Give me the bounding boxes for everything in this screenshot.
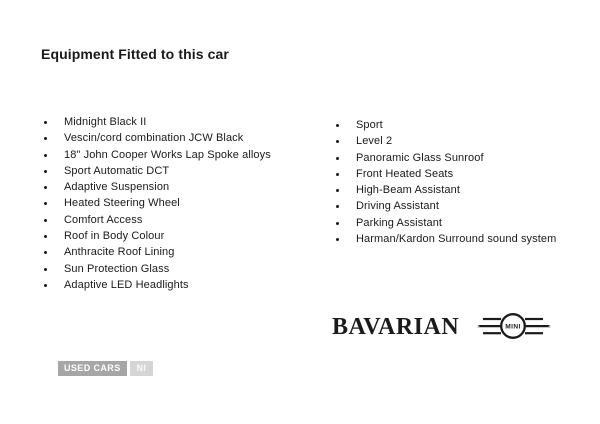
- equipment-item: [333, 215, 583, 231]
- equipment-item: [41, 212, 311, 228]
- bullet-icon: [44, 284, 47, 287]
- equipment-item: [333, 231, 583, 247]
- bullet-icon: [44, 202, 47, 205]
- equipment-item: [41, 244, 311, 260]
- equipment-item-label: Sport: [356, 119, 383, 131]
- mini-logo-text: MINI: [505, 323, 521, 331]
- equipment-item-label: Harman/Kardon Surround sound system: [356, 233, 557, 246]
- equipment-item: [41, 130, 311, 146]
- ni-badge: NI: [130, 361, 154, 376]
- equipment-item-label: Level 2: [356, 135, 393, 148]
- equipment-item-label: Sun Protection Glass: [64, 262, 170, 275]
- bullet-icon: [336, 222, 339, 225]
- footer-badges: [58, 361, 153, 376]
- bullet-icon: [336, 205, 339, 208]
- equipment-item-label: Midnight Black II: [64, 116, 147, 128]
- bullet-icon: [336, 124, 339, 127]
- equipment-item: [333, 133, 583, 149]
- mini-wings-logo-icon: [475, 302, 553, 352]
- equipment-item: [333, 117, 583, 133]
- equipment-item: [41, 195, 311, 211]
- bullet-icon: [44, 170, 47, 173]
- bullet-icon: [44, 186, 47, 189]
- bullet-icon: [44, 121, 47, 124]
- dealer-name-logo: BAVARIAN: [332, 314, 460, 340]
- page-title: Equipment Fitted to this car: [41, 46, 229, 62]
- equipment-item-label: Vescin/cord combination JCW Black: [64, 132, 244, 145]
- bullet-icon: [336, 238, 339, 241]
- equipment-item: [41, 163, 311, 179]
- used-cars-badge: USED CARS: [58, 361, 127, 376]
- equipment-item: [41, 261, 311, 277]
- equipment-item: [41, 179, 311, 195]
- equipment-item: [41, 114, 311, 130]
- bullet-icon: [44, 219, 47, 222]
- bullet-icon: [44, 154, 47, 157]
- equipment-item-label: High-Beam Assistant: [356, 184, 460, 197]
- equipment-item: [333, 166, 583, 182]
- equipment-item: [333, 198, 583, 214]
- equipment-list-right: [333, 117, 583, 247]
- bullet-icon: [44, 268, 47, 271]
- equipment-item-label: Anthracite Roof Lining: [64, 246, 175, 259]
- equipment-item: [333, 182, 583, 198]
- bullet-icon: [336, 140, 339, 143]
- equipment-item-label: Sport Automatic DCT: [64, 164, 170, 177]
- bullet-icon: [336, 189, 339, 192]
- equipment-item: [41, 228, 311, 244]
- equipment-list-left: [41, 114, 311, 293]
- equipment-item-label: Parking Assistant: [356, 216, 443, 229]
- equipment-item-label: Adaptive Suspension: [64, 181, 170, 194]
- bullet-icon: [336, 157, 339, 160]
- equipment-item-label: Front Heated Seats: [356, 167, 454, 180]
- equipment-item-label: Driving Assistant: [356, 200, 440, 213]
- equipment-item-label: Adaptive LED Headlights: [64, 278, 189, 291]
- bullet-icon: [44, 137, 47, 140]
- bullet-icon: [336, 173, 339, 176]
- equipment-item: [333, 150, 583, 166]
- bullet-icon: [44, 251, 47, 254]
- equipment-item-label: Panoramic Glass Sunroof: [356, 151, 484, 164]
- bullet-icon: [44, 235, 47, 238]
- equipment-item-label: Roof in Body Colour: [64, 230, 165, 243]
- equipment-item: [41, 147, 311, 163]
- equipment-item-label: Heated Steering Wheel: [64, 197, 180, 210]
- equipment-item: [41, 277, 311, 293]
- equipment-item-label: Comfort Access: [64, 213, 143, 226]
- dealer-branding: [332, 302, 554, 352]
- equipment-item-label: 18" John Cooper Works Lap Spoke alloys: [64, 148, 271, 161]
